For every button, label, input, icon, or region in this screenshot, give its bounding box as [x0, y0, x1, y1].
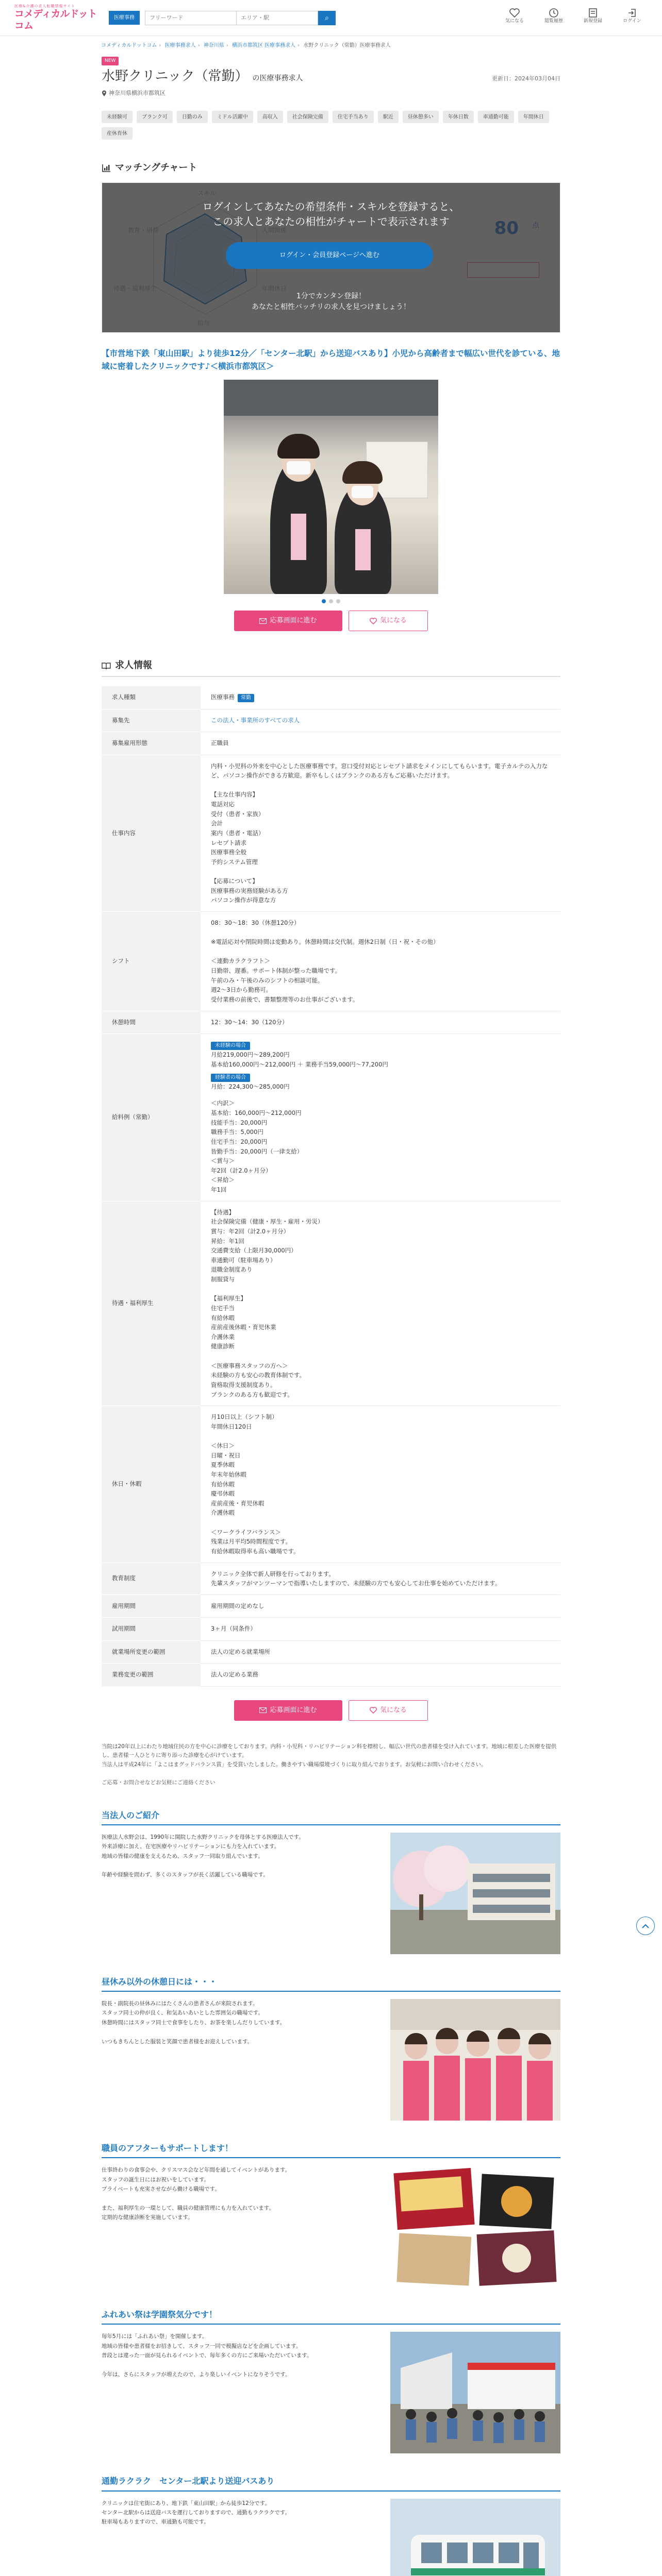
- feature-photo: [390, 2165, 560, 2287]
- nav-label: ログイン: [623, 19, 641, 24]
- info-value: [201, 911, 560, 1011]
- register-line: 1分でカンタン登録！: [296, 292, 366, 300]
- info-value: [201, 1640, 560, 1664]
- info-row: [102, 1640, 560, 1664]
- info-row: [102, 686, 560, 709]
- breadcrumb-current: 水野クリニック（常勤）医療事務求人: [303, 43, 391, 48]
- info-row: [102, 1034, 560, 1201]
- info-text: 12：30〜14：30（120分）: [211, 1018, 288, 1026]
- info-value: [201, 1034, 560, 1201]
- updated-date: 更新日：2024年03月04日: [492, 75, 560, 82]
- feature-heading: 職員のアフターもサポートします！: [102, 2141, 560, 2158]
- overlay-message: [102, 199, 560, 229]
- feature-photo: [390, 1833, 560, 1954]
- info-label: 教育制度: [102, 1563, 201, 1595]
- info-label: 就業場所変更の範囲: [102, 1640, 201, 1664]
- new-tag: NEW: [102, 57, 119, 65]
- info-value: [201, 755, 560, 911]
- pay-range: 月給：224,300〜285,000円: [211, 1082, 290, 1090]
- history-icon: [534, 7, 573, 19]
- heart-icon: [495, 7, 534, 19]
- feature-section: [102, 2308, 560, 2453]
- feature-text: 仕事終わりの食事会や、クリスマス会など年間を通してイベントがあります。 スタッフの誕生日にはお祝いをしています。 プライベートも充実させながら働ける職場です。 また、福利厚生の一環として、職員の健康管理にも力を入れています。 定期的な健康診断を実施しています。: [102, 2167, 291, 2221]
- info-row: [102, 1664, 560, 1687]
- gallery-dots: [102, 599, 560, 603]
- favorite-button[interactable]: [349, 1700, 428, 1721]
- info-label: 求人種類: [102, 686, 201, 709]
- site-header: [0, 0, 662, 36]
- info-label: 休憩時間: [102, 1011, 201, 1034]
- feature-chip: ミドル活躍中: [212, 111, 253, 123]
- photo-uniform: [355, 529, 371, 570]
- matching-chart: [102, 182, 560, 333]
- register-line: あなたと相性バッチリの求人を見つけましょう！: [252, 302, 410, 311]
- info-text: 【待遇】 社会保険完備（健康・厚生・雇用・労災） 賞与：年2回（計2.0ヶ月分） 昇給：年1回 交通費支給（上限月30,000円） 車通勤可（駐車場あり） 退職金制度あり 制服貸与 【福利厚生】 住宅手当 有給休暇 産前産後休暇・育児休業 介護休業 健康診断 ＜医療事務スタッフの方へ＞ 未経験の方も安心の教育体制です。 資格取得支援制度あり。 ブランクのある方も歓迎です。: [211, 1208, 324, 1398]
- info-row: [102, 1406, 560, 1563]
- feature-section: [102, 1808, 560, 1954]
- info-text: 雇用期間の定めなし: [211, 1602, 264, 1609]
- employment-type-badge: 常勤: [238, 694, 254, 702]
- info-value: [201, 709, 560, 732]
- info-row: [102, 1201, 560, 1406]
- pay-tag: 経験者の場合: [211, 1074, 250, 1082]
- feature-chip: 高収入: [257, 111, 283, 123]
- feature-chip: ブランク可: [137, 111, 173, 123]
- feature-sections: [102, 1808, 560, 2576]
- login-icon: [613, 7, 652, 19]
- page-title-suffix: の医療事務求人: [252, 74, 303, 83]
- feature-section: [102, 1975, 560, 2121]
- logo-text: コメディカルドットコム: [14, 8, 97, 31]
- feature-chip: 年休日数: [443, 111, 474, 123]
- nav-label: 新規登録: [583, 19, 602, 24]
- scroll-top-button[interactable]: [636, 1917, 655, 1935]
- info-text: 法人の定める業務: [211, 1671, 258, 1679]
- chevron-up-icon: [642, 1924, 649, 1928]
- favorite-button[interactable]: [349, 611, 428, 631]
- info-value: [201, 1563, 560, 1595]
- book-icon: [102, 662, 111, 670]
- gallery-dot[interactable]: [322, 599, 326, 603]
- info-label: 仕事内容: [102, 755, 201, 911]
- job-info-heading-text: 求人情報: [115, 660, 152, 671]
- info-row: [102, 732, 560, 755]
- feature-chip: 年間休日: [518, 111, 549, 123]
- chart-icon: [102, 164, 111, 172]
- contact-note: ご応募・お問合せなどお気軽にご連絡ください: [102, 1779, 216, 1786]
- info-label: 募集先: [102, 709, 201, 732]
- nav-label: 閲覧履歴: [544, 19, 563, 24]
- feature-heading: 当法人のご紹介: [102, 1808, 560, 1825]
- info-text: 医療事務: [211, 693, 235, 701]
- page-title: 水野クリニック（常勤）: [102, 69, 249, 84]
- info-text: 月10日以上（シフト制） 年間休日120日 ＜休日＞ 日曜・祝日 夏季休暇 年末年始休暇 有給休暇 慶弔休暇 産前産後・育児休暇 介護休暇 ＜ワークライフバランス＞ 残業は月平均5時間程度です。 有給休暇取得率も高い職場です。: [211, 1413, 300, 1555]
- register-prompt: [102, 291, 560, 313]
- photo-hair: [277, 434, 320, 459]
- matching-heading: [102, 160, 560, 179]
- info-value: [201, 1011, 560, 1034]
- feature-chip: 駅近: [378, 111, 399, 123]
- feature-body: [102, 2499, 560, 2576]
- feature-chip: 社会保険完備: [287, 111, 328, 123]
- info-value: [201, 1406, 560, 1563]
- info-row: [102, 911, 560, 1011]
- breadcrumb-link[interactable]: 医療事務求人: [164, 43, 196, 48]
- breadcrumb: コメディカルドットコム › 医療事務求人 › 神奈川県 › 横浜市都筑区 医療事務求人 › 水野クリニック（常勤）医療事務求人: [101, 43, 391, 48]
- info-label: 給料例（常勤）: [102, 1034, 201, 1201]
- info-text: 内科・小児科の外来を中心とした医療事務です。窓口受付対応とレセプト請求をメインにしてもらいます。電子カルテの入力など、パソコン操作ができる方歓迎。新卒もしくはブランクのある方もご応募いただけます。 【主な仕事内容】 電話対応 受付（患者・家族） 会計 案内（患者・電話） レセプト請求 医療事務全般 予約システム管理 【応募について】 医療事務の実務経験がある方 パソコン操作が得意な方: [211, 762, 548, 904]
- job-info-heading: [102, 658, 560, 677]
- apply-label: 応募画面に進む: [270, 1706, 317, 1714]
- title-row: [102, 67, 560, 86]
- mail-icon: [259, 1707, 267, 1713]
- map-pin-icon: [102, 90, 107, 97]
- info-row: [102, 755, 560, 911]
- feature-chip: 住宅手当あり: [333, 111, 374, 123]
- photo-mask: [287, 461, 310, 474]
- search-button[interactable]: [318, 11, 336, 25]
- info-row: [102, 1618, 560, 1641]
- register-icon: [573, 7, 613, 19]
- info-value: [201, 1201, 560, 1406]
- favorite-label: 気になる: [379, 617, 407, 625]
- gallery-dot[interactable]: [329, 599, 333, 603]
- feature-chips: [102, 111, 560, 140]
- nav-favorites[interactable]: [495, 7, 534, 25]
- info-label: シフト: [102, 911, 201, 1011]
- apply-button[interactable]: [234, 611, 342, 631]
- info-value: [201, 1664, 560, 1687]
- header-nav: [495, 7, 652, 25]
- feature-text: 毎年5月には「ふれあい祭」を開催します。 地域の皆様や患者様をお招きして、スタッフ一同で模擬店などを企画しています。 普段とは違った一面が見られるイベントで、毎年多くの方にご来場いただいています。 今年は、さらにスタッフが増えたので、より楽しいイベントになりそうです。: [102, 2333, 312, 2378]
- clinic-introduction: 当院は20年以上にわたり地域住民の方を中心に診療をしております。内科・小児科・リハビリテーション科を標榜し、幅広い世代の患者様を受け入れています。地域に根差した医療を提供し、患者様一人ひとりに寄り添った診療を心がけています。 当法人は平成24年に「よこはまグッドバランス賞」を受賞いたしました。働きやすい職場環境づくりに取り組んでおります。お気軽にお問い合わせください。: [102, 1743, 557, 1768]
- feature-body: [102, 1833, 560, 1954]
- info-row: [102, 1011, 560, 1034]
- info-label: 試用期間: [102, 1618, 201, 1641]
- feature-heading: ふれあい祭は学園祭気分です！: [102, 2308, 560, 2325]
- feature-chip: 昼休憩多い: [403, 111, 439, 123]
- feature-text: クリニックは住宅街にあり、地下鉄「東山田駅」から徒歩12分です。 センター北駅からは送迎バスを運行しておりますので、通勤もラクラクです。 駐車場もありますので、車通勤も可能です。: [102, 2500, 291, 2526]
- info-text: 法人の定める就業場所: [211, 1648, 270, 1655]
- breadcrumb-link[interactable]: コメディカルドットコム: [101, 43, 157, 48]
- info-row: [102, 1595, 560, 1618]
- info-row: [102, 709, 560, 732]
- info-text: クリニック全体で新人研修を行っております。 先輩スタッフがマンツーマンで指導いたしますので、未経験の方でも安心してお仕事を始めていただけます。: [211, 1570, 501, 1587]
- job-info-table: [102, 686, 560, 1687]
- overlay-line: ログインしてあなたの希望条件・スキルを登録すると、: [202, 200, 460, 213]
- info-link[interactable]: この法人・事業所のすべての求人: [211, 716, 300, 724]
- photo-mask: [352, 486, 373, 498]
- action-buttons: [102, 611, 560, 631]
- info-value: [201, 686, 560, 709]
- feature-body: [102, 2332, 560, 2453]
- feature-chip: 日勤のみ: [177, 111, 208, 123]
- area-input[interactable]: [237, 11, 318, 25]
- heart-icon: [370, 618, 377, 624]
- feature-body: [102, 1999, 560, 2121]
- info-label: 業務変更の範囲: [102, 1664, 201, 1687]
- apply-label: 応募画面に進む: [270, 617, 317, 625]
- nav-login[interactable]: [613, 7, 652, 25]
- apply-button[interactable]: [234, 1700, 342, 1721]
- nav-register[interactable]: [573, 7, 613, 25]
- feature-photo: [390, 2332, 560, 2453]
- pay-detail: ＜内訳＞ 基本給：160,000円〜212,000円 技能手当：20,000円 職務手当：5,000円 住宅手当：20,000円 皆勤手当：20,000円（一律支給） ＜賞与＞ 年2回（計2.0ヶ月分） ＜昇給＞ 年1回: [211, 1099, 303, 1194]
- feature-heading: 通勤ラクラク センター北駅より送迎バスあり: [102, 2474, 560, 2491]
- search-icon: ⌕: [325, 13, 329, 22]
- feature-chip: 車通勤可能: [478, 111, 514, 123]
- info-value: [201, 1595, 560, 1618]
- main-content: [102, 53, 560, 2576]
- overlay-line: この求人とあなたの相性がチャートで表示されます: [212, 215, 450, 228]
- category-badge[interactable]: 医療事務: [109, 11, 140, 25]
- login-register-button[interactable]: ログイン・会員登録ページへ進む: [226, 242, 433, 269]
- feature-photo: [390, 2499, 560, 2576]
- heart-icon: [370, 1707, 377, 1714]
- info-value: [201, 1618, 560, 1641]
- logo-subtitle: 医療&介護の求人転職情報サイト: [14, 4, 75, 8]
- favorite-label: 気になる: [379, 1706, 407, 1714]
- feature-text: 医療法人水野会は、1990年に開院した水野クリニックを母体とする医療法人です。 外来診療に加え、在宅医療やリハビリテーションにも力を入れています。 地域の皆様の健康を支えるため、スタッフ一同取り組んでいます。 年齢や経験を問わず、多くのスタッフが長く活躍している職場です。: [102, 1834, 304, 1878]
- gallery-dot[interactable]: [336, 599, 340, 603]
- feature-chip: 未経験可: [102, 111, 133, 123]
- location-text: 神奈川県横浜市都筑区: [109, 90, 166, 97]
- matching-heading-text: マッチングチャート: [115, 162, 197, 174]
- feature-section: [102, 2474, 560, 2576]
- feature-chip: 産休育休: [102, 127, 133, 140]
- keyword-input[interactable]: [145, 11, 237, 25]
- catch-copy: 【市営地下鉄「東山田駅」より徒歩12分／「センター北駅」から送迎バスあり】小児から高齢者まで幅広い世代を診ている、地域に密着したクリニックです♪＜横浜市都筑区＞: [102, 348, 560, 371]
- nav-history[interactable]: [534, 7, 573, 25]
- search-form: [145, 11, 336, 25]
- info-value: [201, 732, 560, 755]
- site-logo[interactable]: [14, 4, 105, 32]
- feature-section: [102, 2141, 560, 2287]
- pay-tag: 未経験の場合: [211, 1042, 250, 1050]
- pay-range: 月給219,000円〜289,200円 基本給160,000円〜212,000円 ＋ 業務手当59,000円〜77,200円: [211, 1051, 388, 1068]
- nav-label: 気になる: [505, 19, 524, 24]
- info-text: 3ヶ月（同条件）: [211, 1625, 256, 1633]
- photo-wall: [224, 380, 438, 416]
- feature-heading: 昼休み以外の休憩日には・・・: [102, 1975, 560, 1992]
- info-label: 募集雇用形態: [102, 732, 201, 755]
- gallery-photo[interactable]: [224, 380, 438, 594]
- info-label: 待遇・福利厚生: [102, 1201, 201, 1406]
- info-label: 休日・休暇: [102, 1406, 201, 1563]
- photo-uniform: [291, 514, 306, 560]
- location: [102, 89, 560, 98]
- mail-icon: [259, 618, 267, 624]
- info-row: [102, 1563, 560, 1595]
- info-label: 雇用期間: [102, 1595, 201, 1618]
- action-buttons-bottom: [102, 1700, 560, 1721]
- breadcrumb-link[interactable]: 横浜市都筑区 医療事務求人: [231, 43, 296, 48]
- info-text: 08：30〜18：30（休憩120分） ※電話応対や閉院時間は変動あり。休憩時間は交代制。週休2日制（日・祝・その他） ＜連動カラクラフト＞ 日勤帯、遅番。サポート体制が整った職場です。 午前のみ・午後のみのシフトの相談可能。 週2〜3日から勤務可。 受付業務の前後で、書類整理等のお仕事がございます。: [211, 919, 439, 1003]
- feature-body: [102, 2165, 560, 2287]
- feature-photo: [390, 1999, 560, 2121]
- feature-text: 院長・副院長の昼休みにはたくさんの患者さんが来院されます。 スタッフ同士の仲が良く、和気あいあいとした雰囲気の職場です。 休憩時間にはスタッフ同士で食事をしたり、お茶を楽しんだりしています。 いつもきちんとした服装と笑顔で患者様をお迎えしています。: [102, 2001, 286, 2045]
- breadcrumb-link[interactable]: 神奈川県: [203, 43, 224, 48]
- info-text: 正職員: [211, 739, 229, 747]
